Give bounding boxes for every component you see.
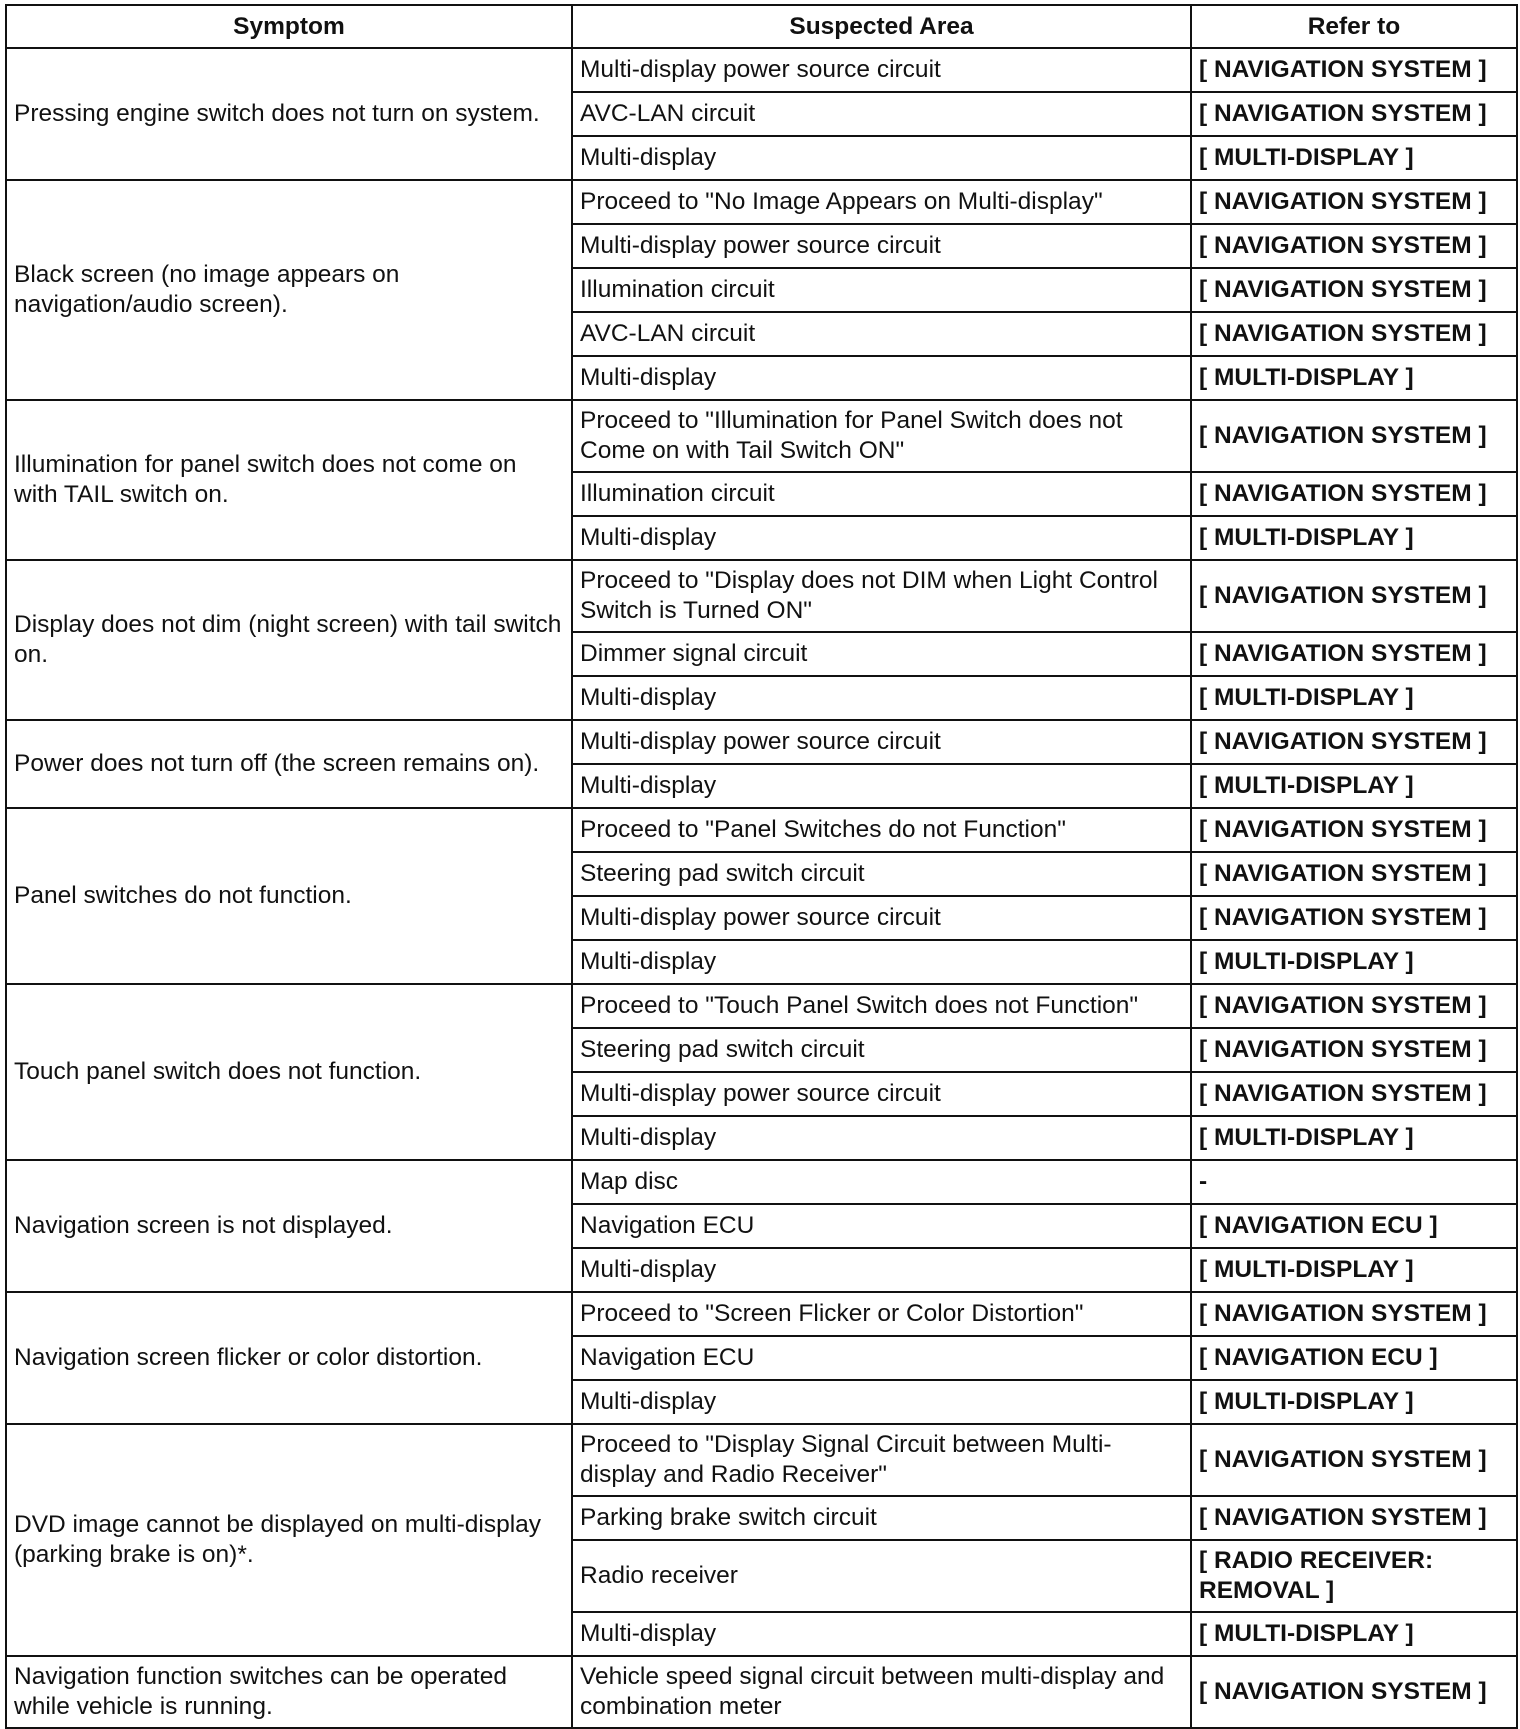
header-symptom: Symptom (6, 5, 572, 48)
symptom-cell: Navigation screen flicker or color distortion. (6, 1292, 572, 1424)
table-row (6, 720, 1517, 764)
suspected-area-cell: Steering pad switch circuit (572, 1028, 1191, 1072)
suspected-area-cell: Multi-display power source circuit (572, 224, 1191, 268)
suspected-area-cell: Multi-display power source circuit (572, 48, 1191, 92)
refer-to-link[interactable]: [ MULTI-DISPLAY ] (1191, 764, 1517, 808)
table-row (6, 1292, 1517, 1336)
table-row (6, 560, 1517, 632)
suspected-area-cell: Proceed to "Touch Panel Switch does not Function" (572, 984, 1191, 1028)
refer-to-link[interactable]: [ MULTI-DISPLAY ] (1191, 516, 1517, 560)
suspected-area-cell: Multi-display (572, 136, 1191, 180)
refer-to-link: - (1191, 1160, 1517, 1204)
refer-to-link[interactable]: [ MULTI-DISPLAY ] (1191, 1380, 1517, 1424)
refer-to-link[interactable]: [ NAVIGATION SYSTEM ] (1191, 896, 1517, 940)
refer-to-link[interactable]: [ NAVIGATION SYSTEM ] (1191, 632, 1517, 676)
table-row (6, 984, 1517, 1028)
suspected-area-cell: Proceed to "Display does not DIM when Light Control Switch is Turned ON" (572, 560, 1191, 632)
symptom-cell: Pressing engine switch does not turn on system. (6, 48, 572, 180)
refer-to-link[interactable]: [ NAVIGATION SYSTEM ] (1191, 560, 1517, 632)
refer-to-link[interactable]: [ NAVIGATION SYSTEM ] (1191, 180, 1517, 224)
suspected-area-cell: Multi-display (572, 356, 1191, 400)
table-row (6, 180, 1517, 224)
refer-to-link[interactable]: [ MULTI-DISPLAY ] (1191, 356, 1517, 400)
refer-to-link[interactable]: [ NAVIGATION SYSTEM ] (1191, 92, 1517, 136)
suspected-area-cell: Multi-display (572, 676, 1191, 720)
header-suspected-area: Suspected Area (572, 5, 1191, 48)
refer-to-link[interactable]: [ NAVIGATION SYSTEM ] (1191, 224, 1517, 268)
suspected-area-cell: Radio receiver (572, 1540, 1191, 1612)
suspected-area-cell: Parking brake switch circuit (572, 1496, 1191, 1540)
refer-to-link[interactable]: [ NAVIGATION SYSTEM ] (1191, 472, 1517, 516)
table-row (6, 48, 1517, 92)
suspected-area-cell: Multi-display power source circuit (572, 1072, 1191, 1116)
refer-to-link[interactable]: [ NAVIGATION SYSTEM ] (1191, 852, 1517, 896)
suspected-area-cell: Multi-display (572, 1612, 1191, 1656)
suspected-area-cell: AVC-LAN circuit (572, 92, 1191, 136)
header-refer-to: Refer to (1191, 5, 1517, 48)
symptom-cell: Power does not turn off (the screen remains on). (6, 720, 572, 808)
table-row (6, 400, 1517, 472)
refer-to-link[interactable]: [ NAVIGATION SYSTEM ] (1191, 1028, 1517, 1072)
refer-to-link[interactable]: [ NAVIGATION SYSTEM ] (1191, 400, 1517, 472)
symptom-cell: Panel switches do not function. (6, 808, 572, 984)
suspected-area-cell: Dimmer signal circuit (572, 632, 1191, 676)
refer-to-link[interactable]: [ MULTI-DISPLAY ] (1191, 136, 1517, 180)
table-row (6, 1656, 1517, 1728)
refer-to-link[interactable]: [ NAVIGATION SYSTEM ] (1191, 48, 1517, 92)
refer-to-link[interactable]: [ RADIO RECEIVER: REMOVAL ] (1191, 1540, 1517, 1612)
refer-to-link[interactable]: [ NAVIGATION SYSTEM ] (1191, 1496, 1517, 1540)
suspected-area-cell: Multi-display power source circuit (572, 720, 1191, 764)
suspected-area-cell: Illumination circuit (572, 268, 1191, 312)
suspected-area-cell: Map disc (572, 1160, 1191, 1204)
refer-to-link[interactable]: [ MULTI-DISPLAY ] (1191, 1612, 1517, 1656)
suspected-area-cell: Multi-display (572, 764, 1191, 808)
symptom-cell: Display does not dim (night screen) with tail switch on. (6, 560, 572, 720)
refer-to-link[interactable]: [ MULTI-DISPLAY ] (1191, 676, 1517, 720)
refer-to-link[interactable]: [ NAVIGATION SYSTEM ] (1191, 1656, 1517, 1728)
suspected-area-cell: Proceed to "Display Signal Circuit between Multi-display and Radio Receiver" (572, 1424, 1191, 1496)
suspected-area-cell: Illumination circuit (572, 472, 1191, 516)
refer-to-link[interactable]: [ NAVIGATION SYSTEM ] (1191, 1292, 1517, 1336)
refer-to-link[interactable]: [ NAVIGATION SYSTEM ] (1191, 984, 1517, 1028)
suspected-area-cell: Proceed to "No Image Appears on Multi-display" (572, 180, 1191, 224)
refer-to-link[interactable]: [ NAVIGATION ECU ] (1191, 1336, 1517, 1380)
troubleshooting-table-container (5, 4, 1516, 1729)
suspected-area-cell: Navigation ECU (572, 1336, 1191, 1380)
suspected-area-cell: Multi-display (572, 1248, 1191, 1292)
refer-to-link[interactable]: [ NAVIGATION SYSTEM ] (1191, 1424, 1517, 1496)
symptom-cell: Navigation screen is not displayed. (6, 1160, 572, 1292)
table-row (6, 1160, 1517, 1204)
suspected-area-cell: Vehicle speed signal circuit between multi-display and combination meter (572, 1656, 1191, 1728)
table-header-row (6, 5, 1517, 48)
refer-to-link[interactable]: [ NAVIGATION SYSTEM ] (1191, 312, 1517, 356)
suspected-area-cell: Multi-display (572, 940, 1191, 984)
symptom-cell: DVD image cannot be displayed on multi-display (parking brake is on)*. (6, 1424, 572, 1656)
suspected-area-cell: Multi-display (572, 1380, 1191, 1424)
refer-to-link[interactable]: [ NAVIGATION SYSTEM ] (1191, 808, 1517, 852)
refer-to-link[interactable]: [ MULTI-DISPLAY ] (1191, 940, 1517, 984)
table-body (6, 48, 1517, 1728)
table-row (6, 1424, 1517, 1496)
symptom-cell: Illumination for panel switch does not come on with TAIL switch on. (6, 400, 572, 560)
suspected-area-cell: Multi-display (572, 516, 1191, 560)
symptom-cell: Touch panel switch does not function. (6, 984, 572, 1160)
symptom-cell: Navigation function switches can be operated while vehicle is running. (6, 1656, 572, 1728)
suspected-area-cell: Proceed to "Screen Flicker or Color Distortion" (572, 1292, 1191, 1336)
table-row (6, 808, 1517, 852)
suspected-area-cell: Steering pad switch circuit (572, 852, 1191, 896)
refer-to-link[interactable]: [ NAVIGATION SYSTEM ] (1191, 720, 1517, 764)
suspected-area-cell: Navigation ECU (572, 1204, 1191, 1248)
suspected-area-cell: AVC-LAN circuit (572, 312, 1191, 356)
suspected-area-cell: Multi-display (572, 1116, 1191, 1160)
refer-to-link[interactable]: [ MULTI-DISPLAY ] (1191, 1248, 1517, 1292)
refer-to-link[interactable]: [ MULTI-DISPLAY ] (1191, 1116, 1517, 1160)
suspected-area-cell: Multi-display power source circuit (572, 896, 1191, 940)
troubleshooting-table (5, 4, 1518, 1729)
suspected-area-cell: Proceed to "Panel Switches do not Function" (572, 808, 1191, 852)
refer-to-link[interactable]: [ NAVIGATION SYSTEM ] (1191, 268, 1517, 312)
refer-to-link[interactable]: [ NAVIGATION SYSTEM ] (1191, 1072, 1517, 1116)
symptom-cell: Black screen (no image appears on navigation/audio screen). (6, 180, 572, 400)
refer-to-link[interactable]: [ NAVIGATION ECU ] (1191, 1204, 1517, 1248)
suspected-area-cell: Proceed to "Illumination for Panel Switch does not Come on with Tail Switch ON" (572, 400, 1191, 472)
